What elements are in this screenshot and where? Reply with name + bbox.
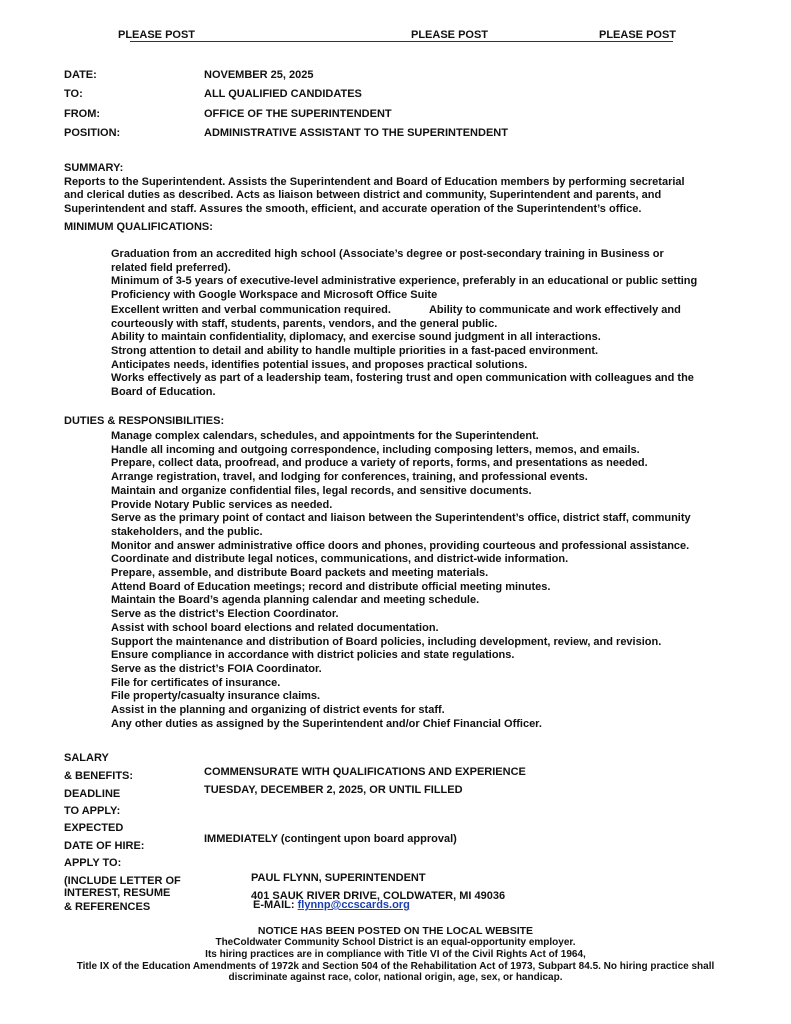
summary-section (64, 162, 685, 217)
from-value: OFFICE OF THE SUPERINTENDENT (204, 108, 392, 120)
salary-label-1: SALARY (64, 752, 109, 764)
hire-bold: IMMEDIATELY (204, 833, 278, 845)
email-label: E-MAIL: (253, 899, 298, 911)
deadline-label-2: TO APPLY: (64, 805, 121, 817)
eeo-line: TheColdwater Community School District is an equal-opportunity employer. (215, 937, 576, 948)
apply-label-1: APPLY TO: (64, 857, 122, 869)
summary-line: Superintendent and staff. Assures the smooth, efficient, and accurate operation of the Superintendent’s office. (64, 203, 642, 216)
duty-line: Handle all incoming and outgoing correspondence, including composing letters, memos, and emails. (111, 443, 640, 456)
duty-line: Serve as the primary point of contact and liaison between the Superintendent’s office, district staff, community (111, 512, 691, 525)
apply-label-2: (INCLUDE LETTER OF (64, 875, 181, 887)
please-post-left: PLEASE POST (118, 29, 196, 41)
duty-line: File for certificates of insurance. (111, 676, 281, 689)
header-rule (130, 41, 673, 42)
duty-line: Assist in the planning and organizing of district events for staff. (111, 704, 445, 717)
date-label: DATE: (64, 69, 97, 81)
duty-line: Any other duties as assigned by the Superintendent and/or Chief Financial Officer. (111, 717, 542, 730)
apply-label-4: & REFERENCES (64, 901, 151, 913)
duty-line: Arrange registration, travel, and lodging for conferences, training, and professional events. (111, 471, 588, 484)
to-label: TO: (64, 88, 83, 100)
deadline-label-1: DEADLINE (64, 788, 121, 800)
duty-line: Coordinate and distribute legal notices, communications, and district-wide information. (111, 553, 569, 566)
contact-name: PAUL FLYNN, SUPERINTENDENT (251, 872, 426, 884)
qualification-line: courteously with staff, students, parents, vendors, and the general public. (111, 317, 498, 330)
duty-line: Serve as the district’s Election Coordinator. (111, 608, 339, 621)
duty-line: Prepare, collect data, proofread, and produce a variety of reports, forms, and presentations as needed. (111, 457, 648, 470)
duty-line: Ensure compliance in accordance with district policies and state regulations. (111, 649, 515, 662)
email-link[interactable]: flynnp@ccscards.org (297, 899, 410, 911)
date-value: NOVEMBER 25, 2025 (204, 69, 314, 81)
hire-label-2: DATE OF HIRE: (64, 840, 145, 852)
qualification-line: Board of Education. (111, 386, 216, 399)
duty-line: Support the maintenance and distribution of Board policies, including development, review, and revision. (111, 635, 662, 648)
qualification-line: Works effectively as part of a leadership team, fostering trust and open communication with colleagues and the (111, 372, 694, 385)
qualification-line: Proficiency with Google Workspace and Microsoft Office Suite (111, 289, 438, 302)
apply-label-3: INTEREST, RESUME (64, 887, 171, 899)
salary-label-2: & BENEFITS: (64, 770, 134, 782)
qualification-line: Minimum of 3-5 years of executive-level administrative experience, preferably in an educational or public setting (111, 275, 698, 288)
duty-line: Monitor and answer administrative office doors and phones, providing courteous and professional assistance. (111, 539, 690, 552)
duty-line: Manage complex calendars, schedules, and appointments for the Superintendent. (111, 430, 539, 442)
qualification-line: Graduation from an accredited high school (Associate’s degree or post-secondary training in Business or (111, 248, 664, 260)
hire-label-1: EXPECTED (64, 822, 124, 834)
qualification-line: Excellent written and verbal communication required. (111, 303, 391, 316)
to-value: ALL QUALIFIED CANDIDATES (204, 88, 362, 100)
qualification-line: Strong attention to detail and ability to handle multiple priorities in a fast-paced environment. (111, 344, 599, 357)
eeo-statement (0, 937, 791, 984)
position-value: ADMINISTRATIVE ASSISTANT TO THE SUPERINTENDENT (204, 127, 508, 139)
hire-note: (contingent upon board approval) (277, 833, 457, 845)
qualification-line: Ability to communicate and work effectively and (428, 303, 681, 316)
summary-heading: SUMMARY: (64, 162, 124, 174)
qualifications-heading: MINIMUM QUALIFICATIONS: (64, 221, 213, 233)
duty-line: File property/casualty insurance claims. (111, 690, 321, 703)
duty-line: Maintain the Board’s agenda planning calendar and meeting schedule. (111, 594, 480, 607)
duties-list (111, 430, 691, 731)
eeo-line: discriminate against race, color, national origin, age, sex, or handicap. (228, 972, 563, 984)
please-post-right: PLEASE POST (599, 29, 677, 41)
hire-value (204, 833, 457, 845)
duty-line: stakeholders, and the public. (111, 525, 263, 538)
position-label: POSITION: (64, 127, 121, 139)
qualification-line: related field preferred). (111, 261, 231, 274)
duty-line: Prepare, assemble, and distribute Board packets and meeting materials. (111, 567, 489, 580)
please-post-center: PLEASE POST (411, 29, 489, 41)
duty-line: Provide Notary Public services as needed. (111, 498, 333, 511)
eeo-line: Its hiring practices are in compliance with Title VI of the Civil Rights Act of 1964, (205, 948, 586, 960)
duty-line: Maintain and organize confidential files, legal records, and sensitive documents. (111, 484, 532, 497)
qualification-line: Anticipates needs, identifies potential issues, and proposes practical solutions. (111, 358, 528, 371)
contact-address: 401 SAUK RIVER DRIVE, COLDWATER, MI 49036 (251, 890, 506, 902)
notice-title: NOTICE HAS BEEN POSTED ON THE LOCAL WEBSITE (257, 925, 534, 937)
salary-value: COMMENSURATE WITH QUALIFICATIONS AND EXPERIENCE (204, 766, 526, 778)
duty-line: Assist with school board elections and related documentation. (111, 621, 439, 634)
duty-line: Attend Board of Education meetings; record and distribute official meeting minutes. (111, 580, 551, 593)
duties-heading: DUTIES & RESPONSIBILITIES: (64, 415, 225, 427)
duty-line: Serve as the district’s FOIA Coordinator. (111, 662, 322, 675)
summary-line: and clerical duties as described. Acts as liaison between district and community, Superintendent and parents, and (64, 189, 662, 202)
email-line (253, 899, 410, 911)
deadline-value: TUESDAY, DECEMBER 2, 2025, OR UNTIL FILLED (204, 784, 463, 796)
qualification-line: Ability to maintain confidentiality, diplomacy, and exercise sound judgment in all interactions. (111, 331, 601, 344)
from-label: FROM: (64, 108, 101, 120)
qualifications-list (111, 248, 697, 400)
summary-line: Reports to the Superintendent. Assists the Superintendent and Board of Education members by performing secretarial (64, 175, 685, 188)
eeo-line: Title IX of the Education Amendments of 1972k and Section 504 of the Rehabilitation Act of 1973, Subpart 84.5. No hiring practice shall (76, 960, 715, 972)
